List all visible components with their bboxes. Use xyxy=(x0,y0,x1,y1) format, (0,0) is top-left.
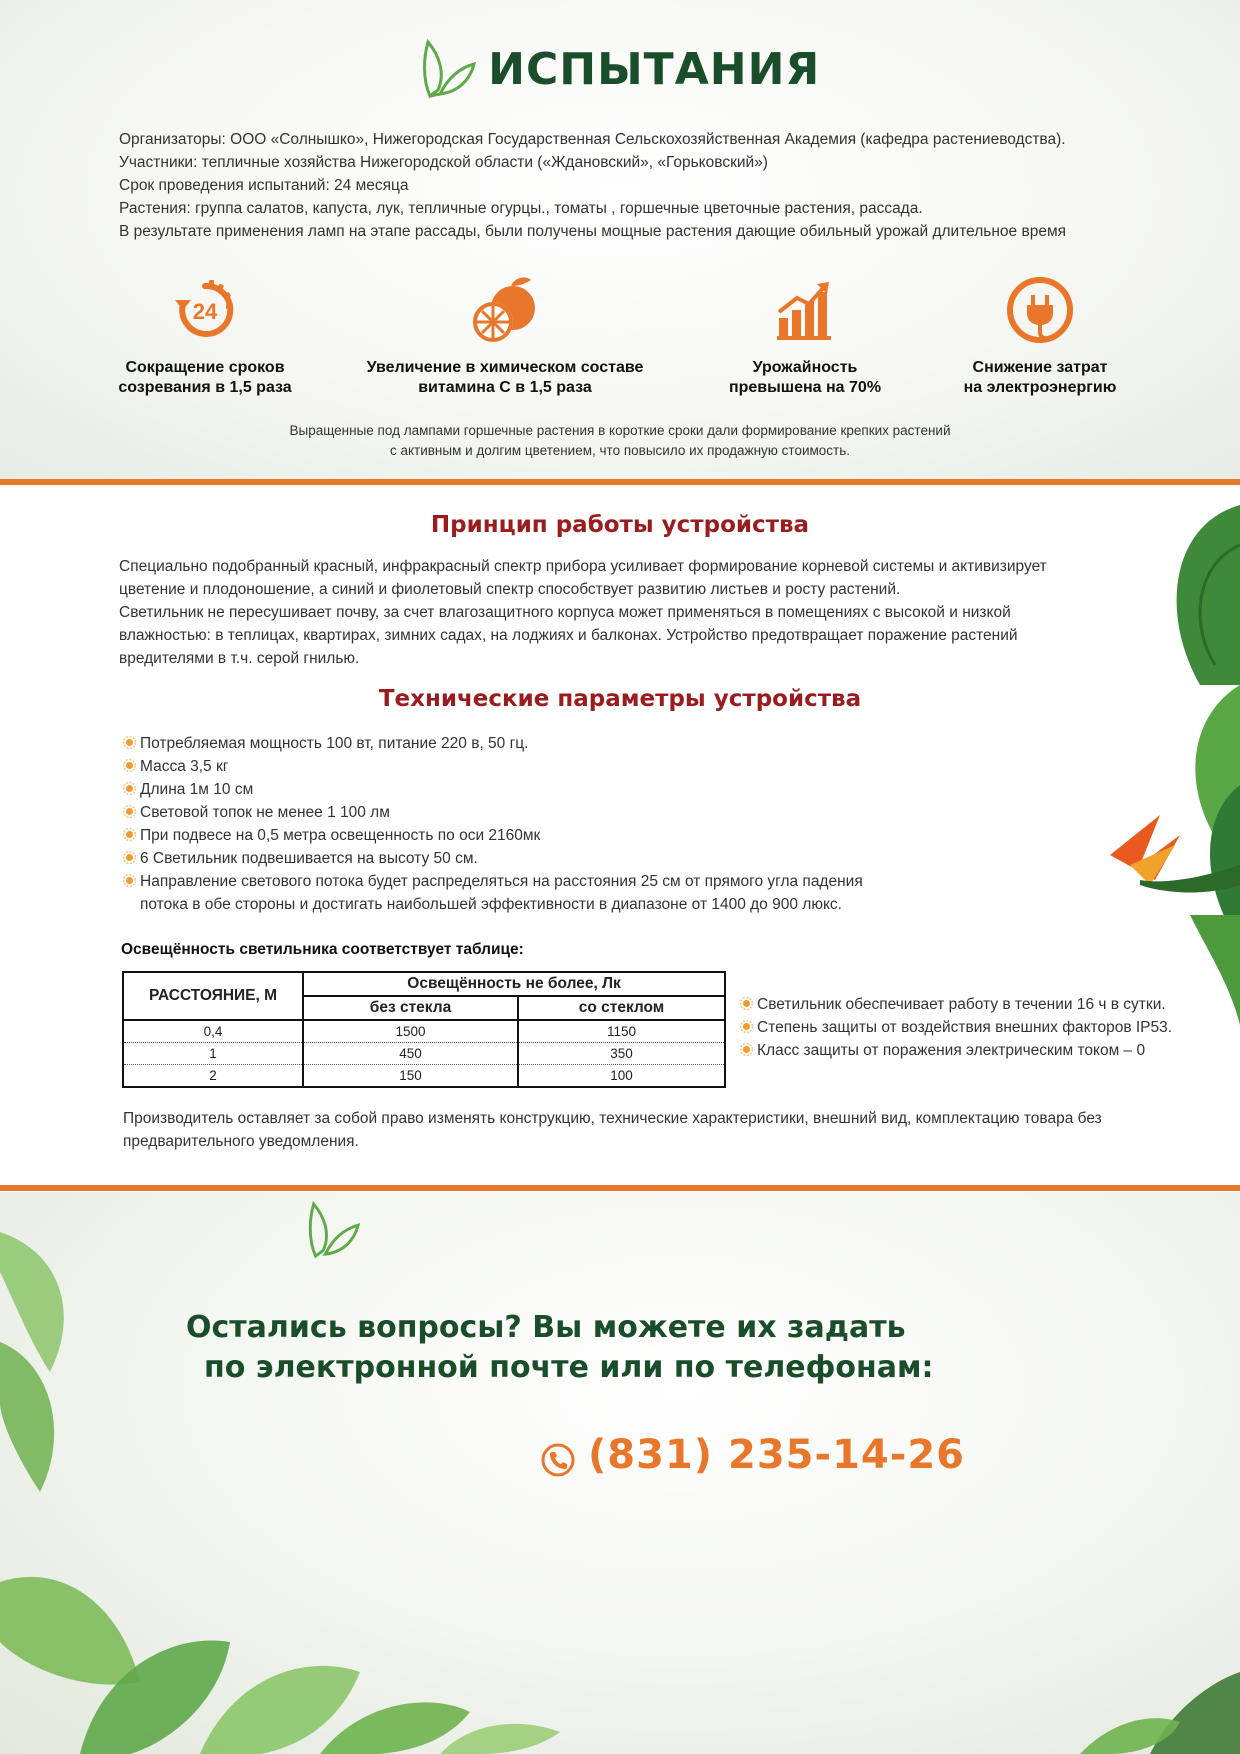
list-item-continuation: потока в обе стороны и достигать наибольшей эффективности в диапазоне от 1400 до 900 люкс. xyxy=(140,896,842,913)
section-divider xyxy=(0,479,1240,485)
disclaimer-line: предварительного уведомления. xyxy=(123,1133,359,1150)
phone-number[interactable]: (831) 235-14-26 xyxy=(588,1432,966,1478)
phone-icon xyxy=(540,1442,576,1478)
contact-line: Остались вопросы? Вы можете их задать xyxy=(186,1310,906,1345)
sun-bullet-icon xyxy=(123,736,136,749)
feature-ripening xyxy=(100,270,310,398)
principle-line: Специально подобранный красный, инфракрасный спектр прибора усиливает формирование корневой системы и активизирует xyxy=(119,558,1047,575)
leaf-logo-icon xyxy=(420,38,476,100)
specs-list xyxy=(123,732,943,916)
tropical-leaves-decoration xyxy=(1100,485,1240,1025)
page-title: ИСПЫТАНИЯ xyxy=(488,43,821,95)
table-row xyxy=(123,1043,725,1065)
sun-bullet-icon xyxy=(740,997,753,1010)
table-cell: 0,4 xyxy=(123,1020,303,1043)
principle-line: Светильник не пересушивает почву, за счет влагозащитного корпуса может применяться в помещениях с высокой и низкой xyxy=(119,604,1011,621)
table-cell: 350 xyxy=(518,1043,725,1065)
table-cell: 2 xyxy=(123,1065,303,1088)
leaves-decoration-bottom xyxy=(0,1522,1240,1754)
table-cell: 450 xyxy=(303,1043,518,1065)
svg-text:24: 24 xyxy=(192,299,218,324)
table-cell: 1150 xyxy=(518,1020,725,1043)
sun-bullet-icon xyxy=(123,805,136,818)
intro-line: В результате применения ламп на этапе рассады, были получены мощные растения дающие обильный урожай длительное время xyxy=(119,223,1066,240)
feature-label: превышена на 70% xyxy=(728,379,882,396)
disclaimer-line: Производитель оставляет за собой право изменять конструкцию, технические характеристики, внешний вид, комплектацию товара без xyxy=(123,1110,1102,1127)
table-cell: 1500 xyxy=(303,1020,518,1043)
principle-line: вредителями в т.ч. серой гнилью. xyxy=(119,650,360,667)
trials-section xyxy=(0,0,1240,480)
contact-line: по электронной почте или по телефонам: xyxy=(204,1350,934,1385)
sun-bullet-icon xyxy=(740,1043,753,1056)
contact-section xyxy=(0,1192,1240,1754)
feature-list xyxy=(100,270,1140,400)
feature-vitamin xyxy=(360,270,650,398)
leaf-logo-icon xyxy=(305,1200,361,1260)
principle-line: влажностью: в теплицах, квартирах, зимних садах, на лоджиях и балконах. Устройство предотвращает поражение растений xyxy=(119,627,1018,644)
illuminance-table xyxy=(122,971,726,1088)
table-title: Освещённость светильника соответствует таблице: xyxy=(121,941,524,958)
feature-label: Сокращение сроков xyxy=(125,359,285,376)
leaves-decoration-left xyxy=(0,1232,120,1532)
intro-line: Организаторы: ООО «Солнышко», Нижегородская Государственная Сельскохозяйственная Академия (кафедра растениеводства). xyxy=(119,131,1066,148)
feature-label: на электроэнергию xyxy=(963,379,1117,396)
column-header-distance: РАССТОЯНИЕ, М xyxy=(123,972,303,1020)
intro-line: Срок проведения испытаний: 24 месяца xyxy=(119,177,409,194)
list-item: Световой топок не менее 1 100 лм xyxy=(123,801,943,824)
feature-label: Урожайность xyxy=(752,359,858,376)
sun-bullet-icon xyxy=(740,1020,753,1033)
intro-line: Растения: группа салатов, капуста, лук, тепличные огурцы., томаты , горшечные цветочные растения, рассада. xyxy=(119,200,923,217)
sun-bullet-icon xyxy=(123,828,136,841)
list-item: Потребляемая мощность 100 вт, питание 220 в, 50 гц. xyxy=(123,732,943,755)
sun-bullet-icon xyxy=(123,851,136,864)
intro-line: Участники: тепличные хозяйства Нижегородской области («Ждановский», «Горьковский») xyxy=(119,154,768,171)
feature-label: витамина С в 1,5 раза xyxy=(418,379,592,396)
growth-chart-icon xyxy=(773,278,837,342)
principle-line: цветение и плодоношение, а синий и фиолетовый спектр способствует развитию листьев и росту растений. xyxy=(119,581,901,598)
list-item: Степень защиты от воздействия внешних факторов IP53. xyxy=(740,1016,1172,1039)
table-row xyxy=(123,1065,725,1088)
list-item: 6 Светильник подвешивается на высоту 50 см. xyxy=(123,847,943,870)
sun-bullet-icon xyxy=(123,759,136,772)
section-divider xyxy=(0,1185,1240,1191)
clock-24-icon xyxy=(169,274,241,346)
feature-label: Увеличение в химическом составе xyxy=(366,359,644,376)
table-row xyxy=(123,1020,725,1043)
list-item: Длина 1м 10 см xyxy=(123,778,943,801)
column-header-no-glass: без стекла xyxy=(303,996,518,1020)
trials-note xyxy=(0,421,1240,461)
sun-bullet-icon xyxy=(123,874,136,887)
table-cell: 1 xyxy=(123,1043,303,1065)
contact-heading xyxy=(186,1308,934,1388)
table-cell: 100 xyxy=(518,1065,725,1088)
power-plug-icon xyxy=(1005,275,1075,345)
list-item: Класс защиты от поражения электрическим током – 0 xyxy=(740,1039,1172,1062)
orange-fruit-icon xyxy=(467,272,543,348)
note-line: Выращенные под лампами горшечные растения в короткие сроки дали формирование крепких растений xyxy=(289,423,951,438)
side-notes xyxy=(740,993,1172,1062)
trials-header xyxy=(0,38,1240,100)
feature-label: созревания в 1,5 раза xyxy=(118,379,292,396)
column-header-illuminance: Освещённость не более, Лк xyxy=(303,972,725,996)
list-item: Направление светового потока будет распределяться на расстояния 25 см от прямого угла падения xyxy=(123,870,943,893)
trials-intro xyxy=(119,128,1139,243)
feature-label: Снижение затрат xyxy=(972,359,1108,376)
principle-heading: Принцип работы устройства xyxy=(430,512,810,538)
principle-text xyxy=(119,555,1099,670)
disclaimer xyxy=(123,1107,1103,1153)
feature-energy xyxy=(940,270,1140,398)
note-line: с активным и долгим цветением, что повысило их продажную стоимость. xyxy=(389,443,851,458)
table-cell: 150 xyxy=(303,1065,518,1088)
column-header-glass: со стеклом xyxy=(518,996,725,1020)
list-item: Светильник обеспечивает работу в течении 16 ч в сутки. xyxy=(740,993,1172,1016)
list-item: При подвесе на 0,5 метра освещенность по оси 2160мк xyxy=(123,824,943,847)
feature-yield xyxy=(700,270,910,398)
sun-bullet-icon xyxy=(123,782,136,795)
list-item: Масса 3,5 кг xyxy=(123,755,943,778)
specs-heading: Технические параметры устройства xyxy=(378,686,862,712)
